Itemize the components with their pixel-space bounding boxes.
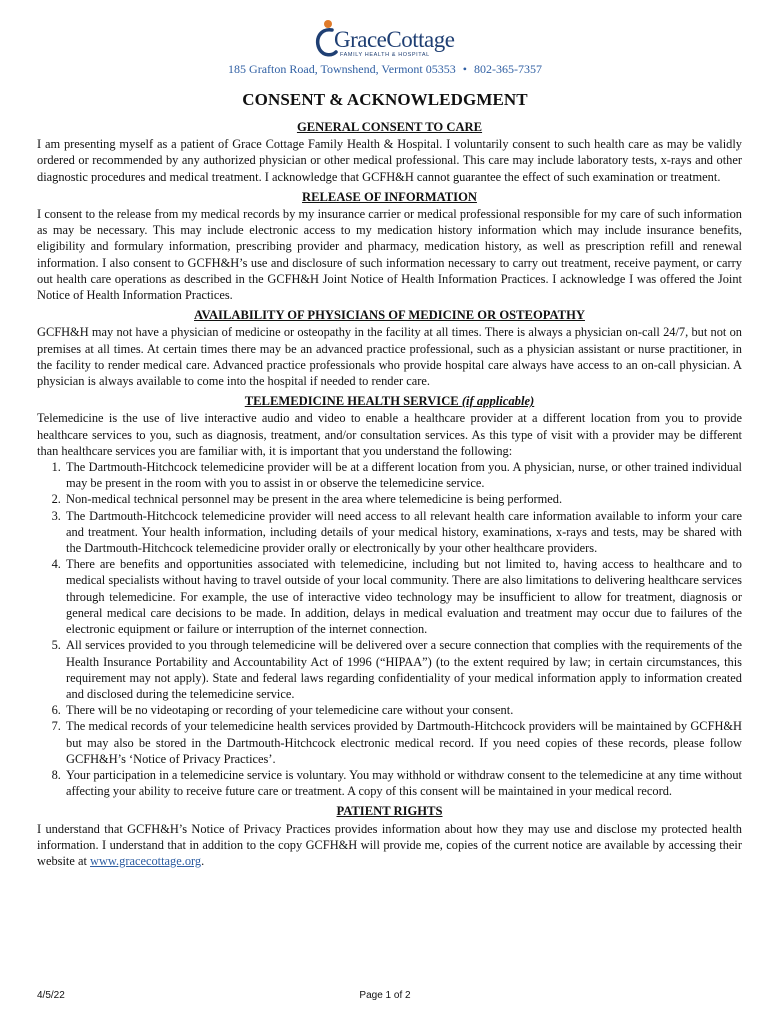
phone-number: 802-365-7357 bbox=[473, 62, 542, 76]
telemedicine-list bbox=[37, 459, 742, 799]
telemedicine-heading-main: TELEMEDICINE HEALTH SERVICE bbox=[244, 394, 459, 409]
release-of-information-text: I consent to the release from my medical records by my insurance carrier or medical professional responsible for my care of such information as may be necessary. This may include electronic access to my medication history information which may include insurance benefits, eligibility and formulary information, prescribing provider and pharmacy, medication history, as well as prescription refill and renewal information. I also consent to GCFH&H’s use and disclosure of such information necessary to carry out treatment, receive payment, or carry out health care operations as described in the GCFH&H Joint Notice of Health Information Practices. I acknowledge I was offered the Joint Notice of Health Information Practices. bbox=[37, 207, 742, 303]
list-item: 6. There will be no videotaping or recording of your telemedicine care without your consent. bbox=[64, 702, 742, 718]
availability-text: GCFH&H may not have a physician of medicine or osteopathy in the facility at all times. There is always a physician on-call 24/7, but not on premises at all times. At certain times there may be an advanced practice professional, such as a physician assistant or nurse practitioner, in the facility to render medical care. Advanced practice professionals who provide hospital care always have access to an on-call physician. A physician is always available to come into the hospital if needed to render care. bbox=[37, 325, 742, 389]
availability-heading: AVAILABILITY OF PHYSICIANS OF MEDICINE OR OSTEOPATHY bbox=[194, 308, 585, 323]
logo-name: GraceCottage bbox=[334, 27, 455, 52]
patient-rights-heading: PATIENT RIGHTS bbox=[336, 804, 443, 819]
footer-page-number: Page 1 of 2 bbox=[359, 990, 411, 1001]
general-consent-text: I am presenting myself as a patient of Grace Cottage Family Health & Hospital. I voluntarily consent to such health care as may be validly ordered or recommended by any authorized physician or other medical professional. This care may include laboratory tests, x-rays and other diagnostic procedures and medical treatment. I acknowledge that GCFH&H cannot guarantee the effect of such examination or treatment. bbox=[37, 137, 742, 184]
list-item: 7. The medical records of your telemedicine health services provided by Dartmouth-Hitchcock providers will be maintained by GCFH&H but may also be stored in the Dartmouth-Hitchcock electronic medical record. If you need copies of these records, please follow GCFH&H’s ‘Notice of Privacy Practices’. bbox=[64, 718, 742, 767]
address-separator: • bbox=[462, 62, 467, 76]
telemedicine-heading-qualifier: (if applicable) bbox=[461, 394, 535, 409]
footer-date: 4/5/22 bbox=[37, 990, 65, 1001]
list-item: 3. The Dartmouth-Hitchcock telemedicine provider will need access to all relevant health care information available to inform your care and treatment. Your health information, including details of your medical history, examinations, x-rays and tests, may be shared with the Dartmouth-Hitchcock telemedicine provider orally or electronically by your other healthcare providers. bbox=[64, 508, 742, 557]
patient-rights-body: I understand that GCFH&H’s Notice of Privacy Practices provides information about how they may use and disclose my protected health information. I understand that in addition to the copy GCFH&H will provide me, copies of the current notice are available by accessing their website at bbox=[37, 821, 742, 868]
list-item: 8. Your participation in a telemedicine service is voluntary. You may withhold or withdraw consent to the telemedicine at any time without affecting your ability to receive future care or treatment. A copy of this consent will be maintained in your medical record. bbox=[64, 767, 742, 799]
street-address: 185 Grafton Road, Townshend, Vermont 05353 bbox=[228, 62, 456, 76]
patient-rights-text bbox=[37, 821, 742, 870]
telemedicine-intro: Telemedicine is the use of live interactive audio and video to enable a healthcare provider at a different location from you to provide healthcare services to you, such as diagnosis, treatment, and/or consultation services. As this type of visit with a provider may be different than healthcare services you are familiar with, it is important that you understand the following: bbox=[37, 411, 742, 458]
patient-rights-end: . bbox=[201, 853, 205, 868]
address-line bbox=[0, 62, 770, 77]
list-item: 2. Non-medical technical personnel may be present in the area where telemedicine is being performed. bbox=[64, 491, 742, 507]
list-item: 4. There are benefits and opportunities associated with telemedicine, including but not limited to, having access to healthcare and to medical specialists without having to travel outside of your local community. There are also limitations to delivering healthcare services through telemedicine. For example, the use of interactive video technology may be insufficient to allow for treatment, diagnosis or general medical care decisions to be made. In addition, delays in medical evaluation and treatment may occur due to failures of the electronic equipment or failure or interruption of the internet connection. bbox=[64, 556, 742, 637]
telemedicine-heading bbox=[37, 393, 742, 409]
general-consent-heading: GENERAL CONSENT TO CARE bbox=[296, 120, 483, 134]
grace-cottage-logo bbox=[312, 18, 462, 60]
website-link[interactable]: www.gracecottage.org bbox=[90, 853, 202, 868]
document-body bbox=[37, 119, 742, 873]
list-item: 5. All services provided to you through telemedicine will be delivered over a secure connection that complies with the requirements of the Health Insurance Portability and Accountability Act of 1996 (“HIPAA”) (to the extent required by law; in certain circumstances, this requirement may not apply). State and federal laws regarding confidentiality of your medical information apply to information created and disclosed during the telemedicine service. bbox=[64, 637, 742, 702]
release-of-information-heading: RELEASE OF INFORMATION bbox=[302, 189, 477, 204]
document-title: CONSENT & ACKNOWLEDGMENT bbox=[242, 90, 528, 109]
list-item: 1. The Dartmouth-Hitchcock telemedicine provider will be at a different location from you. A physician, nurse, or other trained individual may be present in the room with you to assist in or observe the telemedicine service. bbox=[64, 459, 742, 491]
logo-subtitle: FAMILY HEALTH & HOSPITAL bbox=[340, 52, 430, 58]
